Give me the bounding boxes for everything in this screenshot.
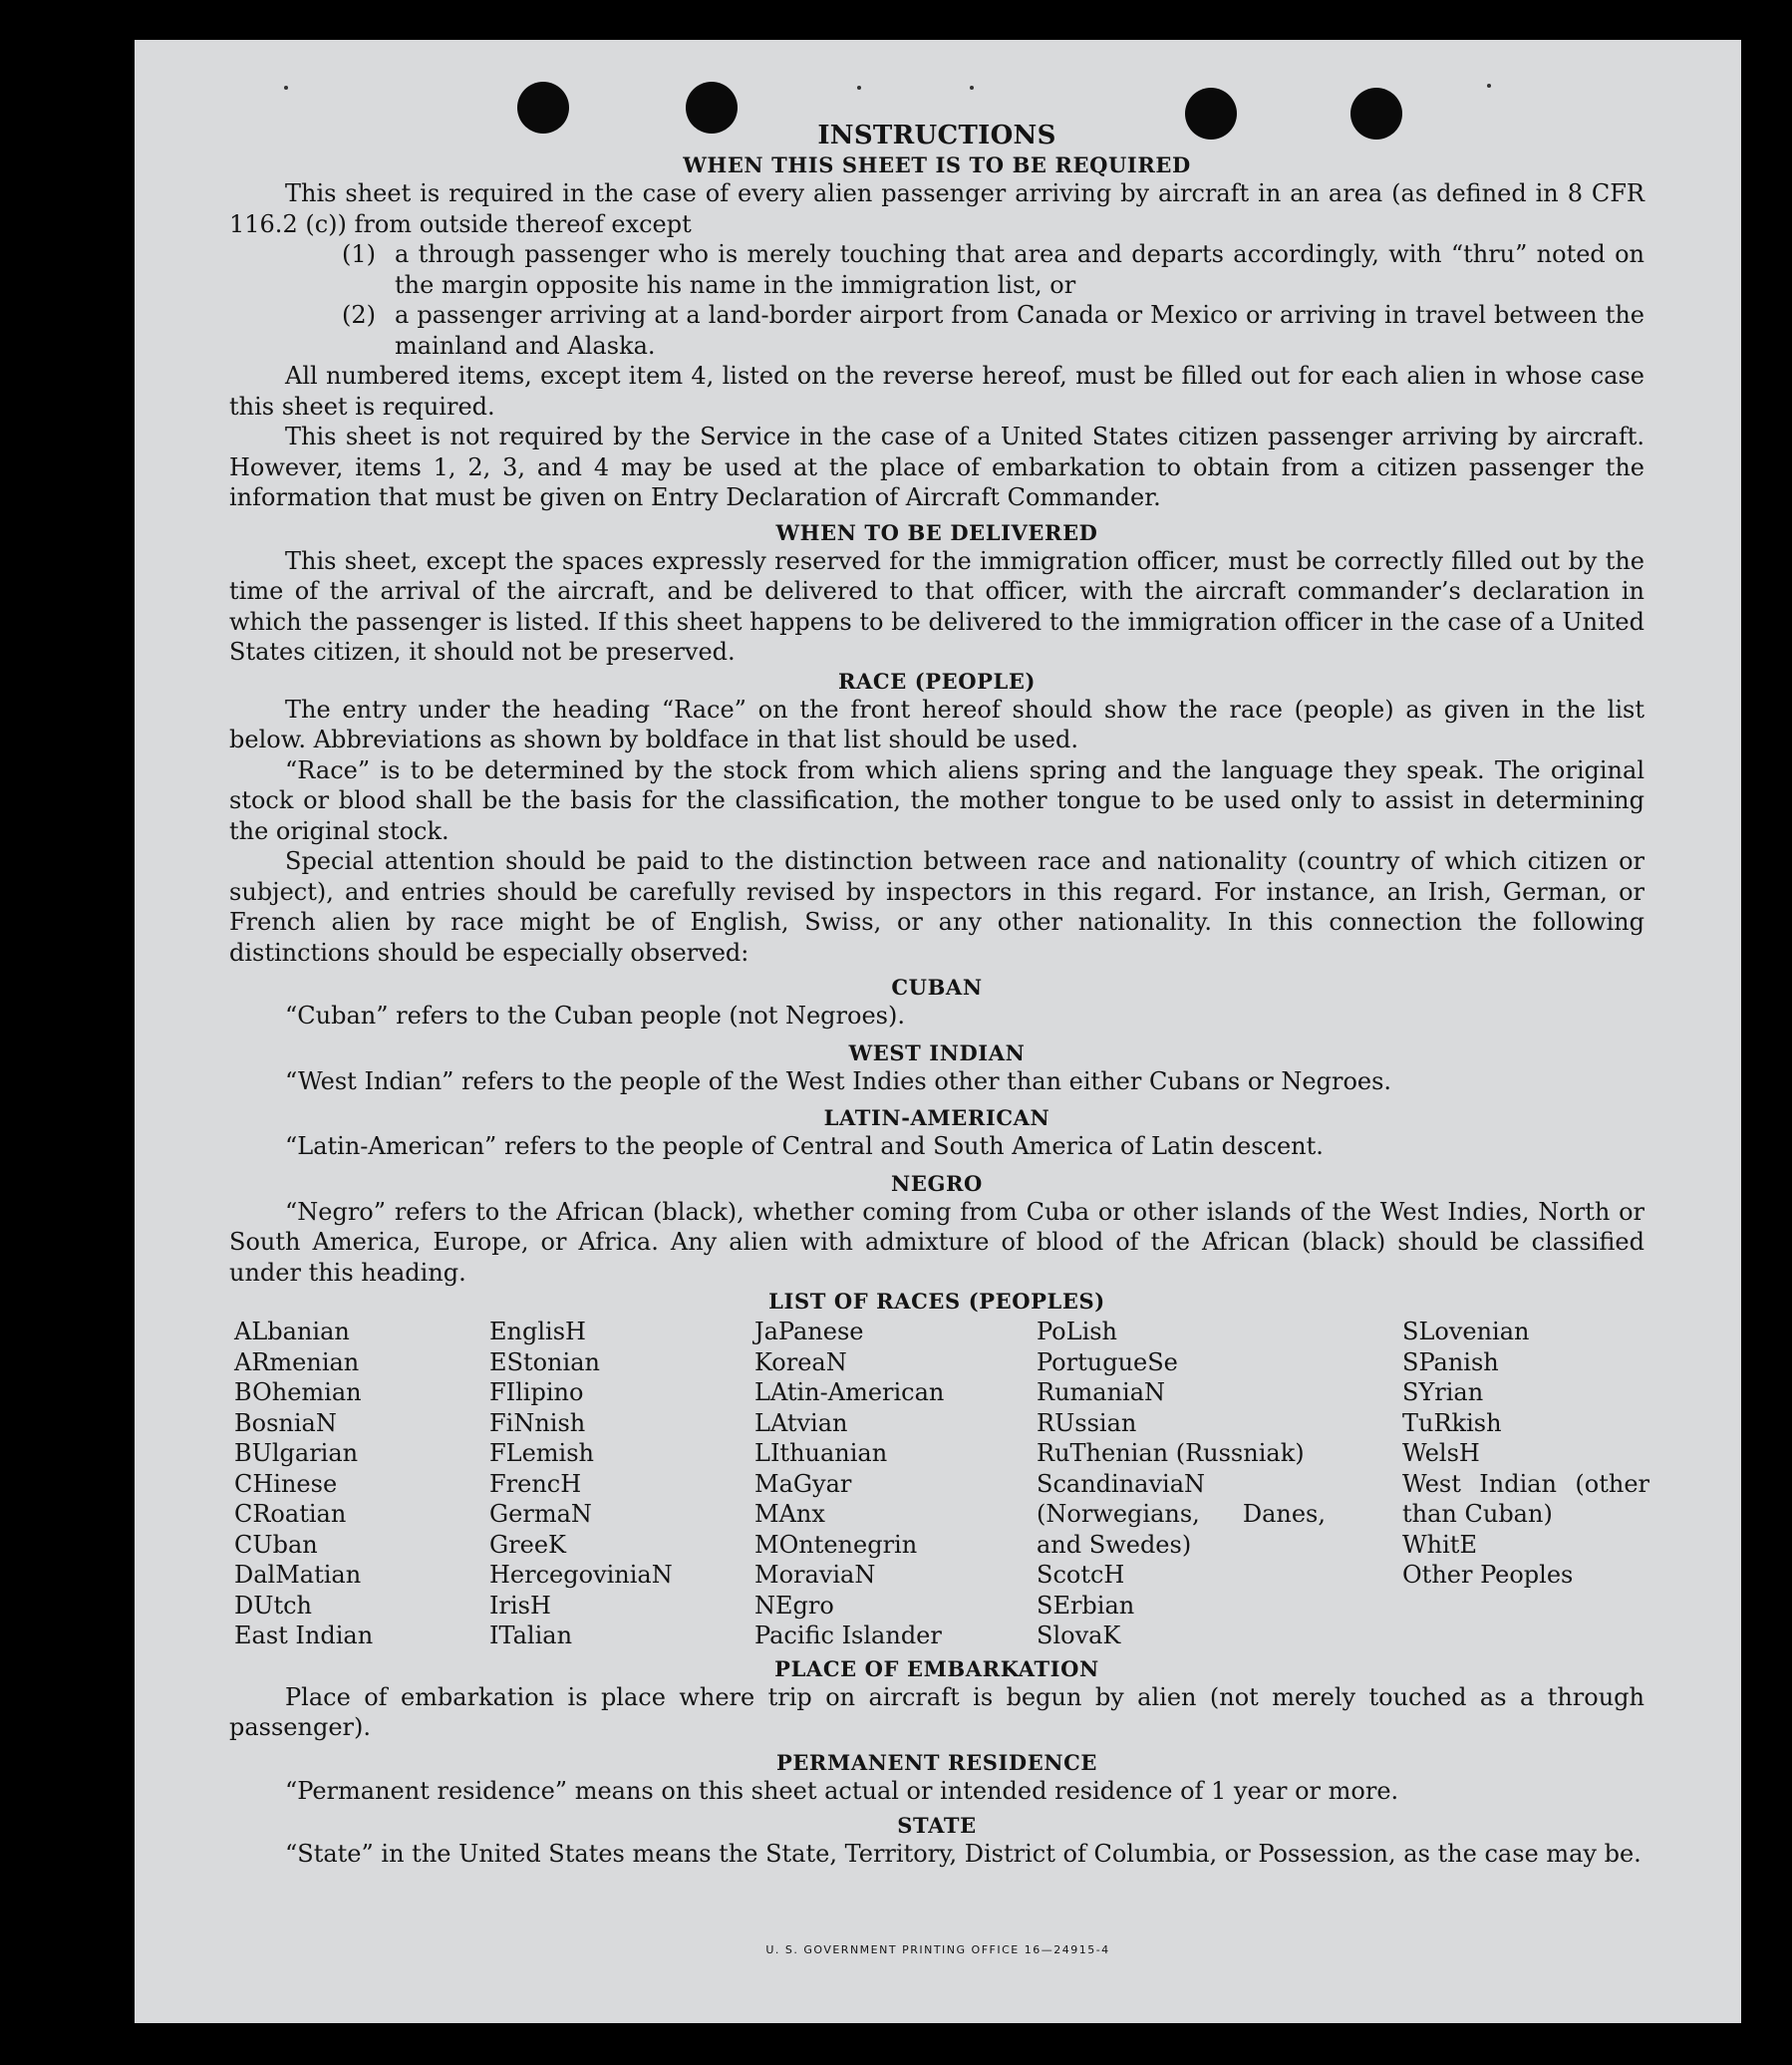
speck [1487, 84, 1491, 88]
race-item: JaPanese [754, 1318, 864, 1345]
item-text: a passenger arriving at a land-border airport from Canada or Mexico or arriving in travel between the mainland and Alaska. [395, 301, 1644, 360]
section-heading: LATIN-AMERICAN [823, 1105, 1050, 1130]
race-item: KoreaN [754, 1347, 847, 1376]
race-item: LAtvian [754, 1408, 848, 1437]
section-heading: PLACE OF EMBARKATION [774, 1655, 1099, 1681]
race-item: GermaN [489, 1500, 592, 1528]
race-list [234, 1317, 1649, 1651]
race-item: BOhemian [234, 1378, 362, 1406]
race-item: MoraviaN [754, 1561, 876, 1589]
race-item: East Indian [234, 1622, 374, 1649]
section-heading: CUBAN [891, 975, 983, 1000]
race-item: ITalian [489, 1622, 573, 1649]
race-item: CUban [234, 1530, 318, 1559]
race-item: BosniaN [234, 1408, 337, 1437]
paragraph: The entry under the heading “Race” on the front hereof should show the race (people) as given in the list below. Abbreviations as shown by boldface in that list should be used. [229, 695, 1644, 753]
race-item: ALbanian [234, 1318, 350, 1345]
race-item: EnglisH [489, 1318, 586, 1345]
race-item: WhitE [1402, 1530, 1477, 1559]
race-item: PortugueSe [1037, 1347, 1178, 1376]
item-text: a through passenger who is merely touching that area and departs accordingly, with “thru” noted on the margin opposite his name in the immigration list, or [395, 240, 1644, 299]
race-item: FiNnish [489, 1408, 586, 1437]
race-item: PoLish [1037, 1318, 1118, 1345]
paragraph: “West Indian” refers to the people of the West Indies other than either Cubans or Negroes. [285, 1066, 1392, 1095]
race-item: HercegoviniaN [489, 1561, 673, 1589]
speck [970, 86, 974, 90]
race-item: BUlgarian [234, 1439, 359, 1467]
paragraph: “State” in the United States means the State, Territory, District of Columbia, or Possession, as the case may be. [285, 1840, 1642, 1868]
race-item: DUtch [234, 1591, 313, 1620]
paragraph: Place of embarkation is place where trip on aircraft is begun by alien (not merely touched as a through passenger). [229, 1682, 1644, 1741]
race-column [754, 1317, 1037, 1651]
race-item: Pacific Islander [754, 1622, 942, 1649]
race-item: EStonian [489, 1347, 600, 1376]
list-item [342, 300, 1644, 361]
paragraph: This sheet, except the spaces expressly reserved for the immigration officer, must be correctly filled out by the time of the arrival of the aircraft, and be delivered to that officer, with the aircraft commander’s declaration in which the passenger is listed. If this sheet happens to be delivered to the immigration officer in the case of a United States citizen, it should not be preserved. [229, 546, 1644, 666]
race-item: FrencH [489, 1469, 582, 1498]
race-column [234, 1317, 489, 1651]
race-item: West Indian (other than Cuban) [1402, 1469, 1649, 1528]
section-heading: WHEN THIS SHEET IS TO BE REQUIRED [683, 152, 1191, 177]
race-item: LIthuanian [754, 1439, 888, 1467]
race-item: ScandinaviaN (Norwegians, Danes, and Swedes) [1037, 1469, 1326, 1559]
race-item: Other Peoples [1402, 1561, 1574, 1589]
race-item: RUssian [1037, 1408, 1137, 1437]
item-number: (2) [342, 301, 376, 329]
paragraph: All numbered items, except item 4, listed on the reverse hereof, must be filled out for each alien in whose case this sheet is required. [229, 362, 1644, 421]
section-heading: LIST OF RACES (PEOPLES) [768, 1289, 1105, 1314]
race-item: RumaniaN [1037, 1378, 1166, 1406]
speck [284, 86, 288, 90]
paragraph: “Latin-American” refers to the people of Central and South America of Latin descent. [285, 1132, 1324, 1160]
race-item: GreeK [489, 1530, 566, 1559]
section-heading: STATE [897, 1813, 977, 1838]
instructions-content [229, 120, 1649, 1870]
document-page [135, 40, 1741, 2023]
item-number: (1) [342, 240, 376, 268]
race-item: RuThenian (Russniak) [1037, 1439, 1305, 1467]
race-item: LAtin-American [754, 1378, 945, 1406]
section-heading: NEGRO [891, 1170, 983, 1196]
section-heading: PERMANENT RESIDENCE [775, 1749, 1098, 1775]
section-heading: RACE (PEOPLE) [837, 668, 1037, 694]
race-item: MAnx [754, 1500, 825, 1528]
race-item: FIlipino [489, 1378, 584, 1406]
race-item: ARmenian [234, 1347, 360, 1376]
speck [857, 86, 861, 90]
race-item: DalMatian [234, 1561, 362, 1589]
race-item: SYrian [1402, 1378, 1484, 1406]
race-column [1037, 1317, 1326, 1651]
paragraph: This sheet is required in the case of every alien passenger arriving by aircraft in an area (as defined in 8 CFR 116.2 (c)) from outside thereof except [229, 179, 1644, 238]
section-heading: WEST INDIAN [848, 1039, 1026, 1065]
race-item: CRoatian [234, 1500, 347, 1528]
race-item: SlovaK [1037, 1622, 1121, 1649]
paragraph: This sheet is not required by the Service in the case of a United States citizen passenger arriving by aircraft. However, items 1, 2, 3, and 4 may be used at the place of embarkation to obtain from a citizen passenger the information that must be given on Entry Declaration of Aircraft Commander. [229, 423, 1644, 511]
paragraph: “Race” is to be determined by the stock from which aliens spring and the language they speak. The original stock or blood shall be the basis for the classification, the mother tongue to be used only to assist in determining the original stock. [229, 755, 1644, 845]
race-item: TuRkish [1402, 1408, 1502, 1437]
page-title: INSTRUCTIONS [817, 121, 1056, 150]
paragraph: “Negro” refers to the African (black), whether coming from Cuba or other islands of the West Indies, North or South America, Europe, or Africa. Any alien with admixture of blood of the African (black) should be classified under this heading. [229, 1197, 1644, 1287]
race-item: SLovenian [1402, 1318, 1530, 1345]
race-column [1402, 1317, 1649, 1651]
race-item: ScotcH [1037, 1561, 1125, 1589]
paragraph: Special attention should be paid to the distinction between race and nationality (country of which citizen or subject), and entries should be carefully revised by inspectors in this regard. For instance, an Irish, German, or French alien by race might be of English, Swiss, or any other nationality. In this connection the following distinctions should be especially observed: [229, 847, 1644, 967]
race-item: MaGyar [754, 1469, 852, 1498]
printer-imprint: U. S. GOVERNMENT PRINTING OFFICE 16—24915-4 [765, 1943, 1110, 1956]
race-item: FLemish [489, 1439, 594, 1467]
race-item: IrisH [489, 1591, 551, 1620]
paragraph: “Cuban” refers to the Cuban people (not Negroes). [285, 1002, 905, 1030]
list-item [342, 239, 1644, 300]
race-column [489, 1317, 754, 1651]
race-item: SErbian [1037, 1591, 1135, 1620]
race-item: CHinese [234, 1469, 338, 1498]
race-item: WelsH [1402, 1439, 1480, 1467]
section-heading: WHEN TO BE DELIVERED [775, 519, 1098, 545]
paragraph: “Permanent residence” means on this sheet actual or intended residence of 1 year or more. [285, 1776, 1399, 1805]
race-item: NEgro [754, 1591, 834, 1620]
race-item: SPanish [1402, 1347, 1499, 1376]
race-item: MOntenegrin [754, 1530, 918, 1559]
